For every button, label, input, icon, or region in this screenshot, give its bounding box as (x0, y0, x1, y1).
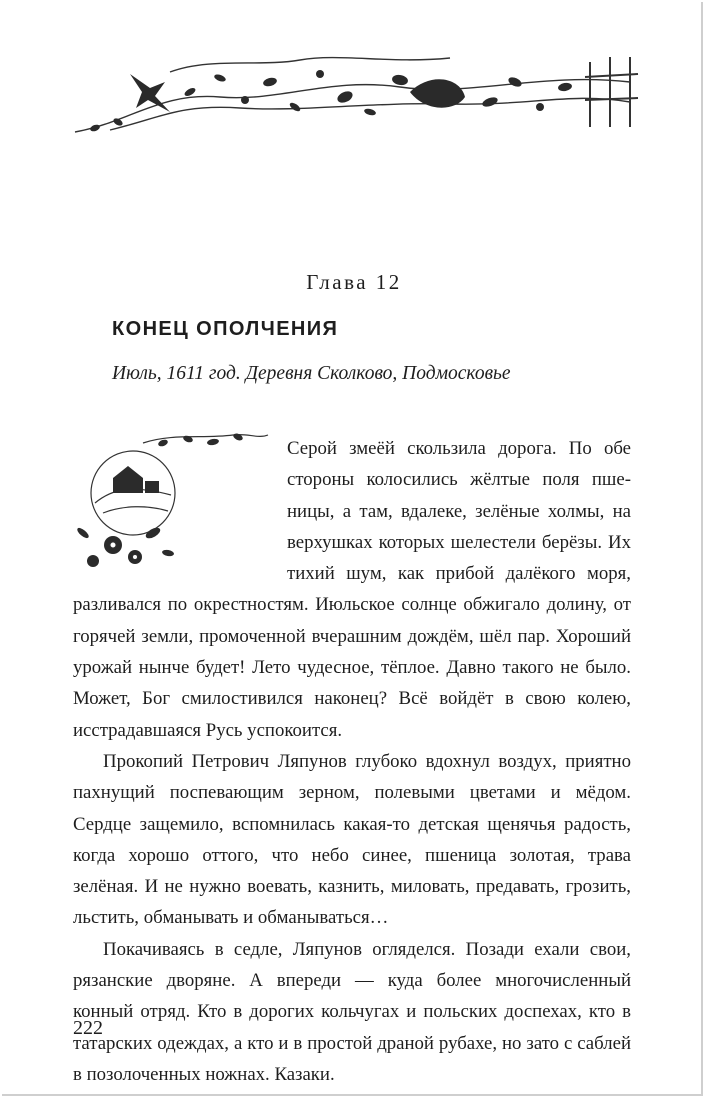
chapter-subtitle: Июль, 1611 год. Деревня Сколково, Подмосковье (112, 363, 511, 384)
chapter-number: Глава 12 (306, 270, 402, 294)
chapter-title: КОНЕЦ ОПОЛЧЕНИЯ (112, 318, 339, 340)
landscape-vignette-illustration (73, 433, 281, 575)
paragraph: Покачиваясь в седле, Ляпунов огляделся. Позади ехали свои, рязанские дворяне. А впереди — куда более многочисленный конный отряд. Кто в дорогих кольчугах и польских доспехах, кто в татарских одеждах, а кто и в простой драной рубахе, но зато с саблей в позолоченных ножнах. Казаки. (73, 938, 631, 1085)
body-text (73, 433, 631, 1090)
paragraph: Прокопий Петрович Ляпунов глубоко вдохнул воздух, приятно пахнущий поспевающим зерном, полевыми цветами и мёдом. Сердце защемило, вспомнилась какая-то детская щенячья радость, когда хорошо оттого, что небо синее, пшеница золотая, трава зелёная. И не нужно воевать, казнить, миловать, предавать, грозить, льстить, обманывать и обманываться… (73, 750, 631, 929)
page-number: 222 (73, 1017, 103, 1039)
paragraph: Серой змеёй скользила дорога. По обе стороны колосились жёлтые поля пшеницы, а там, вдалеке, зелёные холмы, на верхушках которых шелестели берёзы. Их тихий шум, как прибой далёкого моря, разливался по окрестностям. Июльское солнце обжигало долину, от горячей земли, промоченной вчерашним дождём, шёл пар. Хороший урожай нынче будет! Лето чудесное, тёплое. Давно такого не было. Может, Бог смилостивился наконец? Всё войдёт в свою колею, исстрадавшаяся Русь успокоится. (73, 438, 631, 741)
floral-header-vignette (70, 52, 645, 140)
